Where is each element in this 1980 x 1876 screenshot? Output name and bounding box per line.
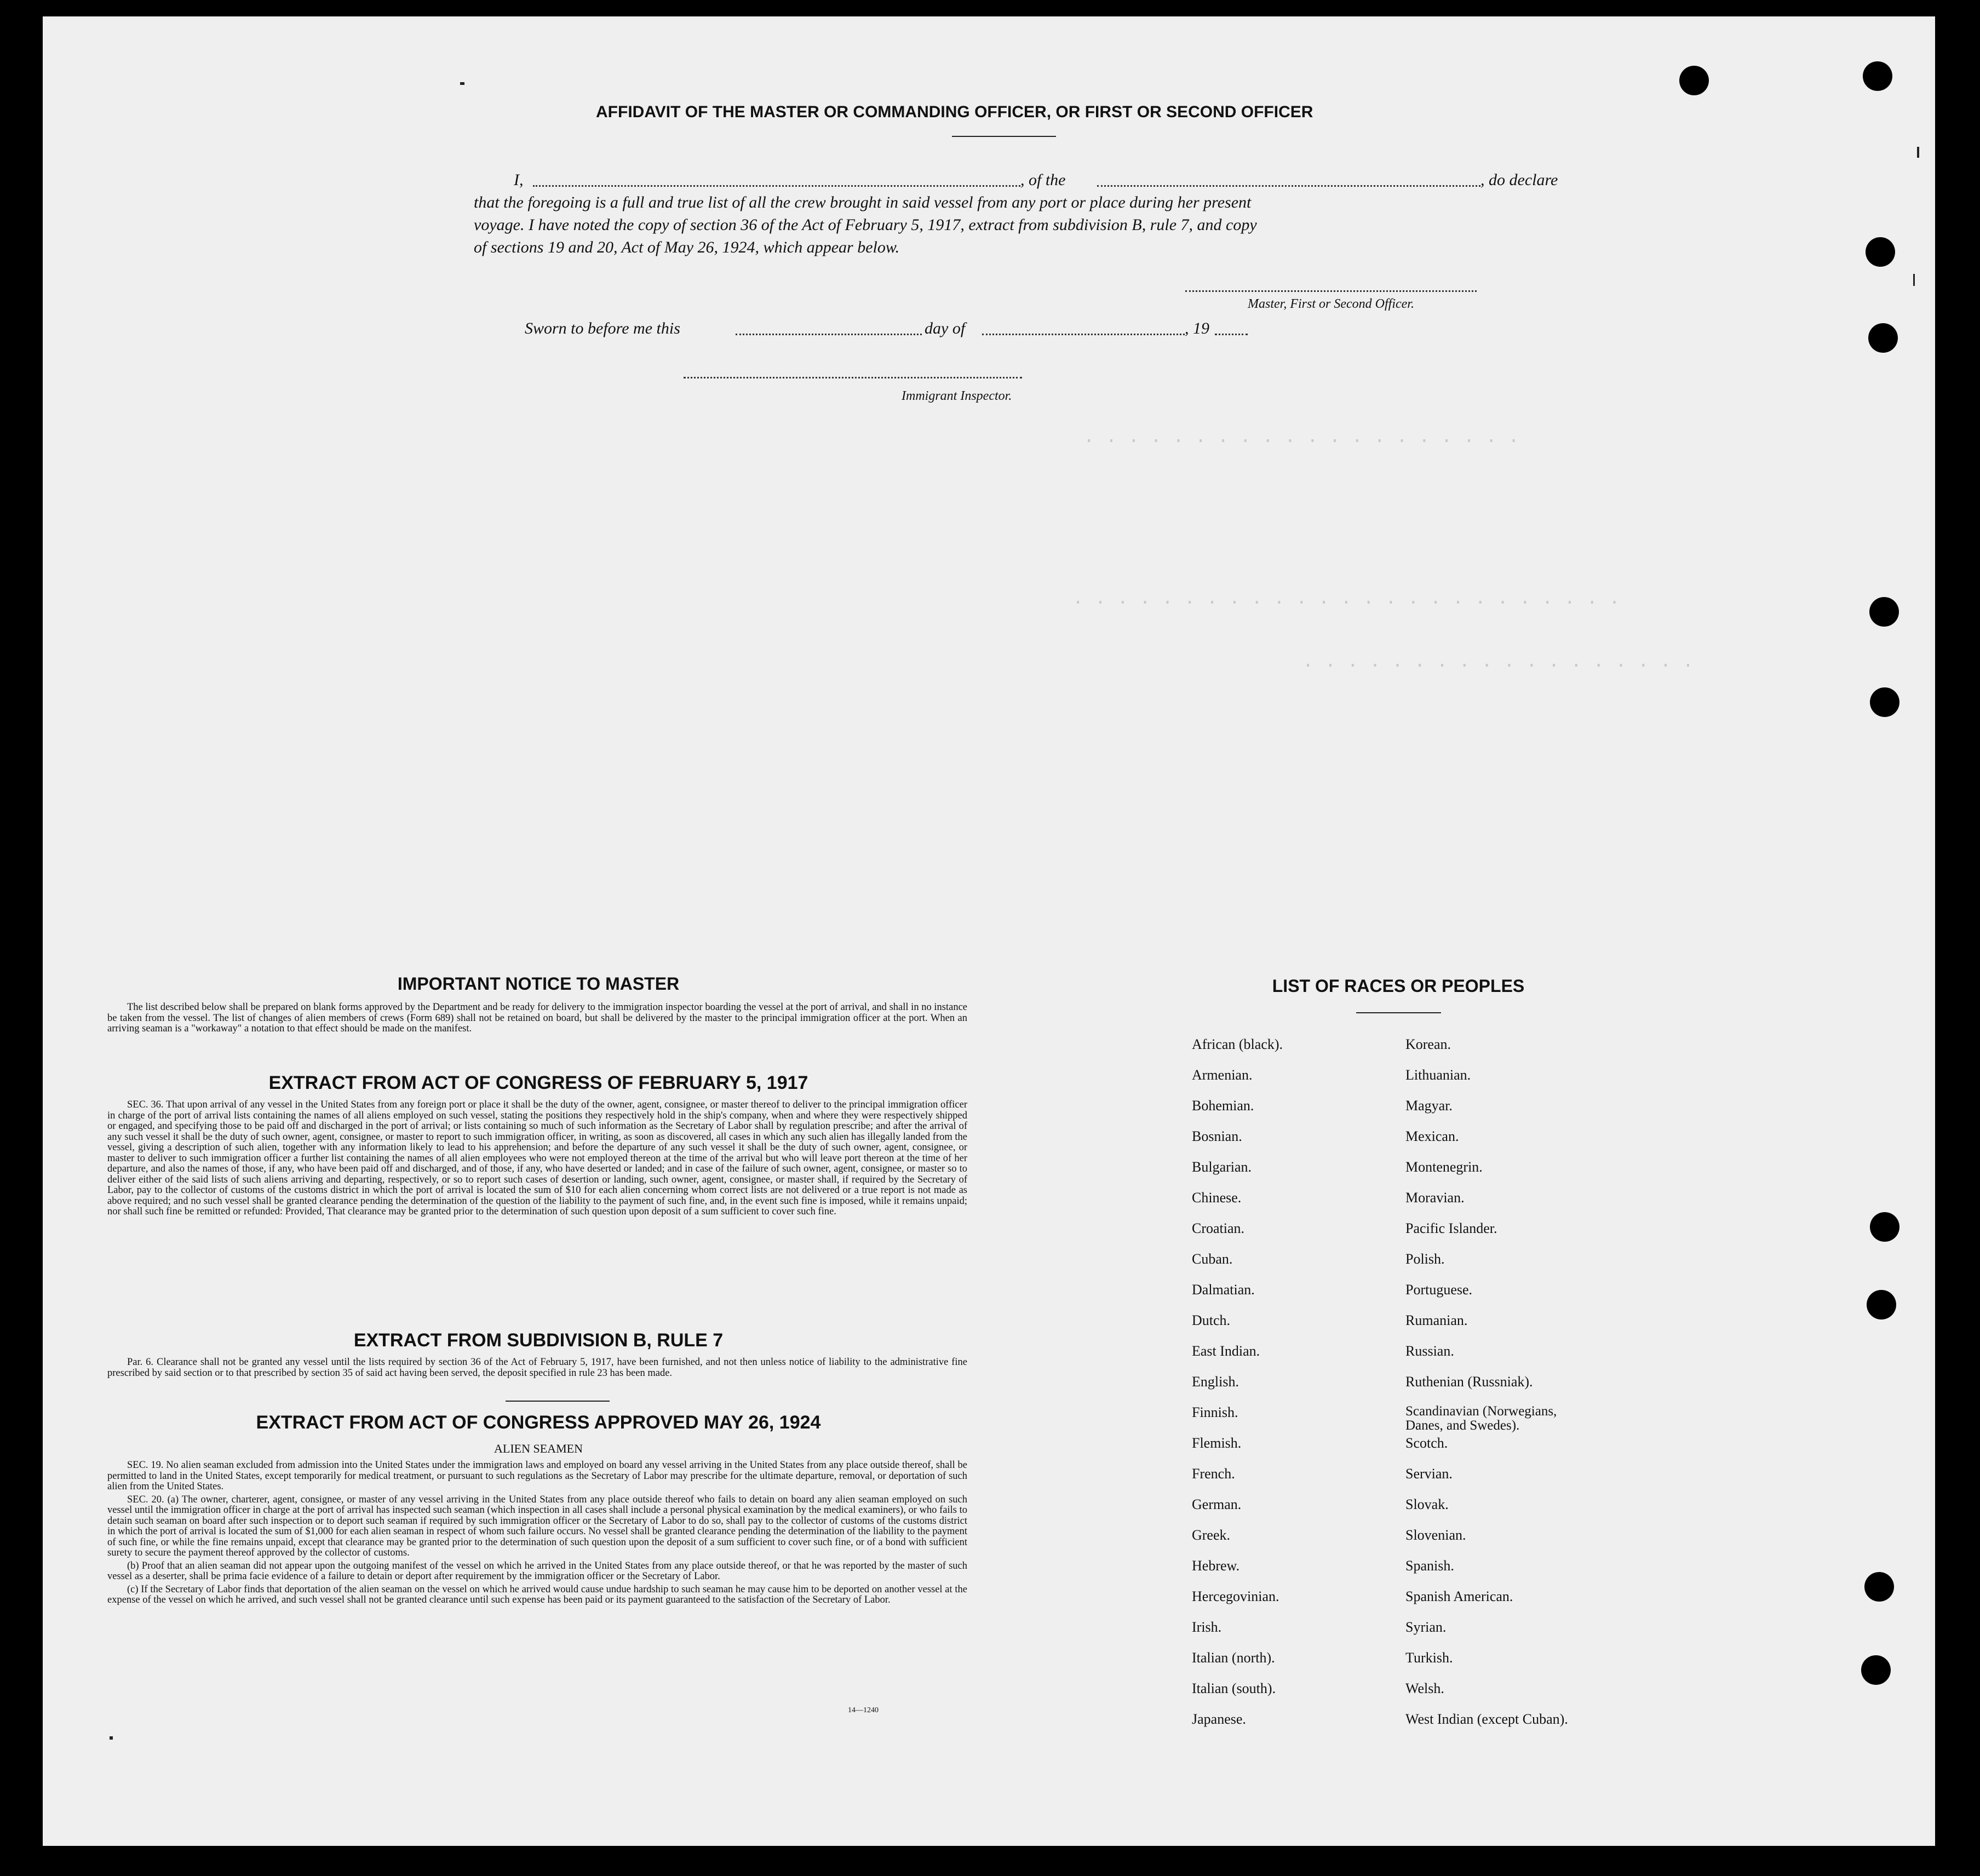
race-item: Russian. bbox=[1405, 1343, 1454, 1359]
punch-hole bbox=[1869, 597, 1899, 627]
document-page bbox=[43, 16, 1935, 1846]
section-19-paragraph: SEC. 19. No alien seaman excluded from admission into the United States under the immigration laws and employed on board any vessel arriving in the United States from any place outside thereof, shall be permitted to land in the United States, except temporarily for medical treatment, or pursuant to such regulations as the Secretary of Labor may prescribe for the ultimate departure, removal, or deportation of such alien from the United States. bbox=[107, 1460, 967, 1492]
race-item: West Indian (except Cuban). bbox=[1405, 1711, 1568, 1727]
bleed-through-text: . . . . . . . . . . . . . . . . . . . . . . . . . bbox=[1072, 589, 1620, 610]
extract-1924-title: EXTRACT FROM ACT OF CONGRESS APPROVED MAY 26, 1924 bbox=[256, 1412, 821, 1433]
race-item: Magyar. bbox=[1405, 1098, 1453, 1114]
punch-hole bbox=[1870, 687, 1899, 717]
race-item: Finnish. bbox=[1192, 1404, 1238, 1420]
race-item: Rumanian. bbox=[1405, 1312, 1468, 1328]
notice-text bbox=[107, 1002, 967, 1037]
bleed-through-text: . . . . . . . . . . . . . . . . . . . . bbox=[1083, 427, 1519, 448]
race-item: East Indian. bbox=[1192, 1343, 1260, 1359]
notice-paragraph: The list described below shall be prepared on blank forms approved by the Department and be ready for delivery to the immigration inspector boarding the vessel at the port of arrival, and shall in no instance be taken from the vessel. The list of changes of alien members of crews (Form 689) shall not be retained on board, but shall be delivered by the master to the principal immigration officer at the port. When an arriving seaman is a "workaway" a notation to that effect should be made on the manifest. bbox=[107, 1002, 967, 1034]
race-item: Slovenian. bbox=[1405, 1527, 1466, 1543]
section-20a-paragraph: SEC. 20. (a) The owner, charterer, agent, consignee, or master of any vessel arriving in the United States from any place outside thereof who fails to detain on board any alien seaman employed on such vessel until the immigration officer in charge at the port of arrival has inspected such seaman (which inspection in all cases shall include a personal physical examination by the medical examiners), or who fails to detain such seaman on board after such inspection or to deport such seaman if required by such immigration officer or the Secretary of Labor to do so, shall pay to the collector of customs of the customs district in which the port of arrival is located the sum of $1,000 for each alien seaman in respect of whom such failure occurs. No vessel shall be granted clearance pending the determination of the liability to the payment of such fine, or while the fine remains unpaid, except that clearance may be granted prior to the determination of such question upon the deposit of a sum sufficient to cover such fine, or of a bond with sufficient surety to secure the payment thereof approved by the collector of customs. bbox=[107, 1494, 967, 1558]
race-item: Turkish. bbox=[1405, 1650, 1453, 1666]
extract-1917-title: EXTRACT FROM ACT OF CONGRESS OF FEBRUARY 5, 1917 bbox=[268, 1072, 808, 1093]
officer-name-field[interactable] bbox=[533, 185, 1020, 187]
race-item: Portuguese. bbox=[1405, 1282, 1473, 1298]
race-item: Japanese. bbox=[1192, 1711, 1246, 1727]
vessel-name-field[interactable] bbox=[1097, 185, 1480, 187]
race-item: Ruthenian (Russniak). bbox=[1405, 1374, 1533, 1390]
races-title: LIST OF RACES OR PEOPLES bbox=[1272, 976, 1525, 996]
race-item: Greek. bbox=[1192, 1527, 1231, 1543]
race-item: Montenegrin. bbox=[1405, 1159, 1483, 1175]
sworn-to-label: Sworn to before me this bbox=[525, 319, 680, 337]
race-item: Italian (south). bbox=[1192, 1680, 1276, 1696]
punch-hole bbox=[1864, 1572, 1894, 1602]
punch-hole bbox=[1867, 1290, 1896, 1319]
race-item: Dalmatian. bbox=[1192, 1282, 1255, 1298]
sworn-day-field[interactable] bbox=[736, 334, 922, 335]
race-item: Dutch. bbox=[1192, 1312, 1231, 1328]
affidavit-line-2: that the foregoing is a full and true list of all the crew brought in said vessel from any port or place during her present bbox=[474, 193, 1252, 211]
race-item: Bosnian. bbox=[1192, 1128, 1242, 1144]
race-item: Scotch. bbox=[1405, 1435, 1448, 1451]
paper-speck bbox=[110, 1736, 113, 1740]
rule-7-divider bbox=[506, 1401, 610, 1402]
race-item: Pacific Islander. bbox=[1405, 1220, 1497, 1236]
paper-speck bbox=[1913, 274, 1915, 286]
punch-hole bbox=[1868, 323, 1898, 353]
day-of-label: day of bbox=[925, 319, 966, 337]
race-item: Syrian. bbox=[1405, 1619, 1447, 1635]
punch-hole bbox=[1866, 237, 1895, 267]
year-prefix-label: , 19 bbox=[1185, 319, 1209, 337]
affidavit-of-the: , of the bbox=[1020, 171, 1066, 189]
punch-hole bbox=[1870, 1212, 1899, 1242]
race-item: Armenian. bbox=[1192, 1067, 1253, 1083]
paper-speck bbox=[1917, 147, 1919, 158]
race-item: Servian. bbox=[1405, 1466, 1453, 1482]
inspector-label: Immigrant Inspector. bbox=[902, 389, 1012, 403]
punch-hole bbox=[1861, 1655, 1891, 1685]
form-number: 14—1240 bbox=[848, 1706, 879, 1714]
race-item: Slovak. bbox=[1405, 1496, 1449, 1512]
race-item: Polish. bbox=[1405, 1251, 1445, 1267]
race-item: Bulgarian. bbox=[1192, 1159, 1252, 1175]
race-item: Spanish American. bbox=[1405, 1588, 1513, 1604]
inspector-signature-field[interactable] bbox=[684, 377, 1022, 378]
punch-hole bbox=[1863, 61, 1892, 91]
race-item: Croatian. bbox=[1192, 1220, 1245, 1236]
paper-speck bbox=[460, 82, 464, 85]
race-item: German. bbox=[1192, 1496, 1242, 1512]
race-item: Italian (north). bbox=[1192, 1650, 1275, 1666]
race-item: Scandinavian (Norwegians, Danes, and Swedes). bbox=[1405, 1404, 1557, 1433]
race-item: Flemish. bbox=[1192, 1435, 1242, 1451]
section-20c-paragraph: (c) If the Secretary of Labor finds that deportation of the alien seaman on the vessel on which he arrived would cause undue hardship to such seaman he may cause him to be deported on another vessel at the expense of the vessel on which he arrived, and such vessel shall not be granted clearance until such expense has been paid or its payment guaranteed to the satisfaction of the Secretary of Labor. bbox=[107, 1584, 967, 1605]
race-item: Korean. bbox=[1405, 1036, 1451, 1052]
punch-hole bbox=[1679, 66, 1709, 95]
affidavit-title-rule bbox=[952, 136, 1056, 137]
rule-7-title: EXTRACT FROM SUBDIVISION B, RULE 7 bbox=[353, 1330, 724, 1351]
notice-title: IMPORTANT NOTICE TO MASTER bbox=[397, 974, 680, 994]
race-item: Chinese. bbox=[1192, 1190, 1242, 1206]
master-signature-field[interactable] bbox=[1185, 290, 1477, 292]
affidavit-i: I, bbox=[514, 171, 524, 189]
race-item: Bohemian. bbox=[1192, 1098, 1254, 1114]
race-item: Irish. bbox=[1192, 1619, 1222, 1635]
race-item: Hercegovinian. bbox=[1192, 1588, 1279, 1604]
extract-1924-text bbox=[107, 1460, 967, 1608]
bleed-through-text: . . . . . . . . . . . . . . . . . . bbox=[1302, 652, 1694, 673]
race-item: Cuban. bbox=[1192, 1251, 1233, 1267]
race-item: Mexican. bbox=[1405, 1128, 1459, 1144]
race-item: Spanish. bbox=[1405, 1558, 1454, 1574]
race-item: Hebrew. bbox=[1192, 1558, 1240, 1574]
race-item: French. bbox=[1192, 1466, 1235, 1482]
rule-7-paragraph: Par. 6. Clearance shall not be granted any vessel until the lists required by section 36 of the Act of February 5, 1917, have been furnished, and not then unless notice of liability to the administrative fine prescribed by said section or to that prescribed by section 35 of said act having been served, the deposit specified in rule 23 has been made. bbox=[107, 1357, 967, 1379]
alien-seamen-subtitle: ALIEN SEAMEN bbox=[494, 1442, 583, 1455]
race-item: Welsh. bbox=[1405, 1680, 1444, 1696]
race-item: African (black). bbox=[1192, 1036, 1283, 1052]
affidavit-do-declare: , do declare bbox=[1480, 171, 1558, 189]
affidavit-line-3: voyage. I have noted the copy of section 36 of the Act of February 5, 1917, extract from subdivision B, rule 7, and copy bbox=[474, 216, 1257, 234]
section-20b-paragraph: (b) Proof that an alien seaman did not appear upon the outgoing manifest of the vessel on which he arrived in the United States from any place outside thereof, or that he was reported by the master of such vessel as a deserter, shall be prima facie evidence of a failure to detain or deport after requirement by the immigration officer or the Secretary of Labor. bbox=[107, 1560, 967, 1582]
master-signature-label: Master, First or Second Officer. bbox=[1248, 297, 1414, 311]
affidavit-title: AFFIDAVIT OF THE MASTER OR COMMANDING OFFICER, OR FIRST OR SECOND OFFICER bbox=[596, 103, 1313, 121]
races-title-rule bbox=[1356, 1012, 1441, 1013]
section-36-paragraph: SEC. 36. That upon arrival of any vessel in the United States from any foreign port or place it shall be the duty of the owner, agent, consignee, or master thereof to deliver to the principal immigration officer in charge of the port of arrival lists containing the names of all aliens employed on such vessel, stating the positions they respectively hold in the ship's company, when and where they were respectively shipped or engaged, and specifying those to be paid off and discharged in the port of arrival; or lists containing so much of such information as the Secretary of Labor shall by regulation prescribe; and after the arrival of any such vessel it shall be the duty of such owner, agent, consignee, or master to report to such immigration officer, in writing, as soon as discovered, all cases in which any such alien has illegally landed from the vessel, giving a description of such alien, together with any information likely to lead to his apprehension; and before the departure of any such vessel it shall be the duty of such owner, agent, consignee, or master to deliver to such immigration officer a further list containing the names of all alien employees who were not employed thereon at the time of the arrival but who will leave port thereon at the time of her departure, and also the names of those, if any, who have been paid off and discharged, and of those, if any, who have deserted or landed; and in case of the failure of such owner, agent, consignee, or master so to deliver either of the said lists of such aliens arriving and departing, respectively, or so to report such cases of desertion or landing, such owner, agent, consignee, or master shall, if required by the Secretary of Labor, pay to the collector of customs of the customs district in which the port of arrival is located the sum of $10 for each alien concerning whom correct lists are not delivered or a true report is not made as above required; and no such vessel shall be granted clearance pending the determination of the question of the liability to the payment of such fine, and, in the event such fine is imposed, while it remains unpaid; nor shall such fine be remitted or refunded: Provided, That clearance may be granted prior to the determination of such question upon deposit of a sum sufficient to cover such fine. bbox=[107, 1099, 967, 1217]
sworn-year-field[interactable] bbox=[1215, 334, 1248, 335]
extract-1917-text bbox=[107, 1100, 967, 1220]
rule-7-text bbox=[107, 1357, 967, 1381]
sworn-month-field[interactable] bbox=[982, 334, 1185, 335]
race-item: Moravian. bbox=[1405, 1190, 1465, 1206]
race-item: English. bbox=[1192, 1374, 1239, 1390]
race-item: Lithuanian. bbox=[1405, 1067, 1471, 1083]
affidavit-line-4: of sections 19 and 20, Act of May 26, 1924, which appear below. bbox=[474, 238, 900, 256]
